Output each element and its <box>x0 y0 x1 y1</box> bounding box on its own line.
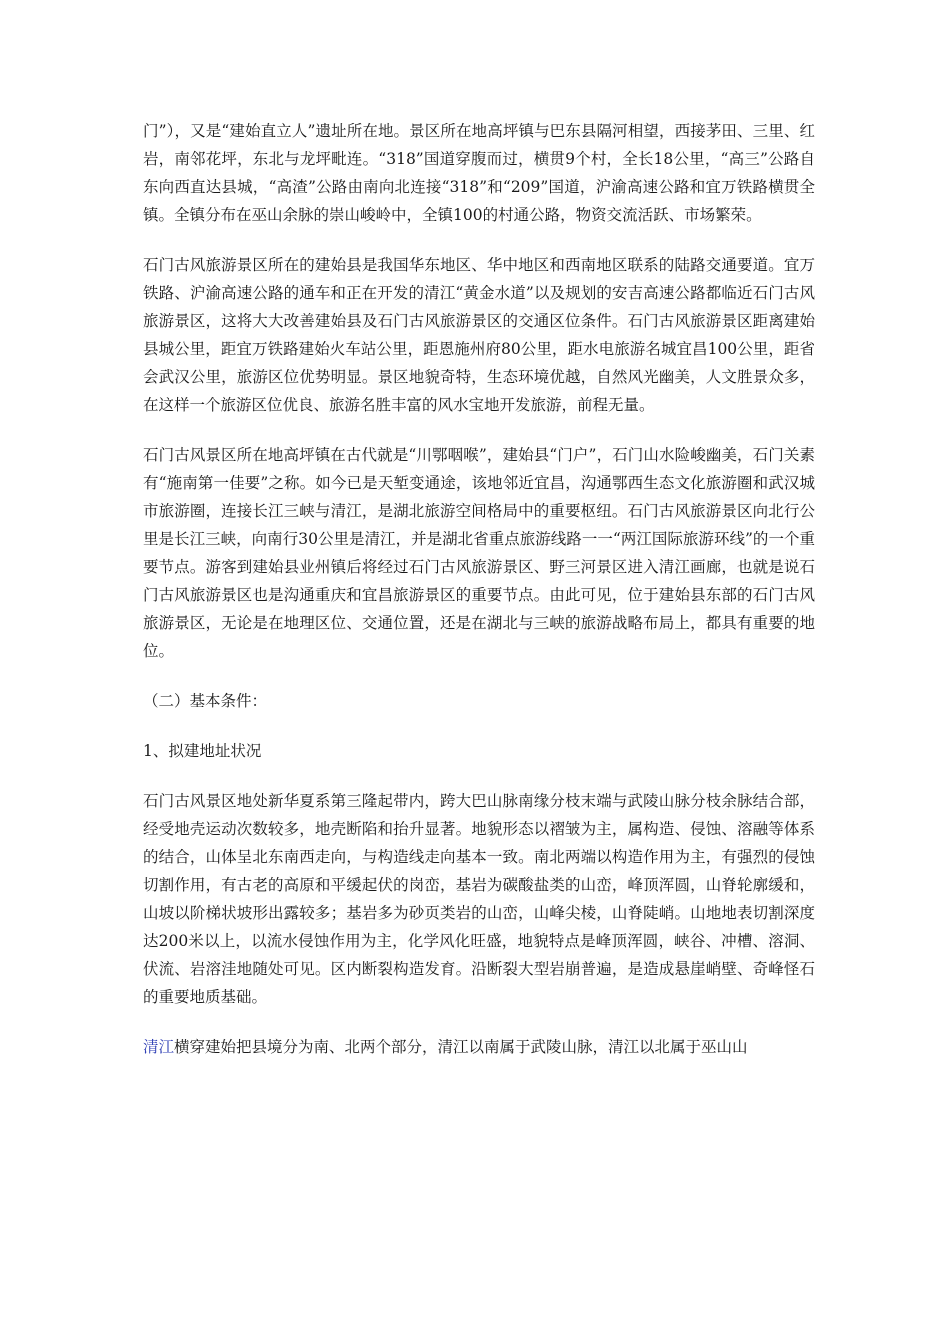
paragraph-qingjiang <box>143 1033 815 1061</box>
qingjiang-link[interactable]: 清江 <box>143 1038 175 1056</box>
document-page <box>143 117 815 1083</box>
section-heading-basic-conditions: （二）基本条件： <box>143 692 268 710</box>
paragraph-location-transport: 门”），又是“建始直立人”遗址所在地。景区所在地高坪镇与巴东县隔河相望，西接茅田、三里、红岩，南邻花坪，东北与龙坪毗连。“318”国道穿腹而过，横贯9个村，全长18公里，“高三”公路自东向西直达县城，“高渣”公路由南向北连接“318”和“209”国道，沪渝高速公路和宜万铁路横贯全镇。全镇分布在巫山余脉的崇山峻岭中，全镇100的村通公路，物资交流活跃、市场繁荣。 <box>143 122 815 224</box>
subsection-heading-site-status: 1、拟建地址状况 <box>143 742 262 760</box>
paragraph-regional-access: 石门古风旅游景区所在的建始县是我国华东地区、华中地区和西南地区联系的陆路交通要道。宜万铁路、沪渝高速公路的通车和正在开发的清江“黄金水道”以及规划的安吉高速公路都临近石门古风旅游景区，这将大大改善建始县及石门古风旅游景区的交通区位条件。石门古风旅游景区距离建始县城公里，距宜万铁路建始火车站公里，距恩施州府80公里，距水电旅游名城宜昌100公里，距省会武汉公里，旅游区位优势明显。景区地貌奇特，生态环境优越，自然风光幽美，人文胜景众多，在这样一个旅游区位优良、旅游名胜丰富的风水宝地开发旅游，前程无量。 <box>143 256 815 414</box>
paragraph-strategic-position: 石门古风景区所在地高坪镇在古代就是“川鄂咽喉”，建始县“门户”，石门山水险峻幽美，石门关素有“施南第一佳要”之称。如今已是天堑变通途，该地邻近宜昌，沟通鄂西生态文化旅游圈和武汉城市旅游圈，连接长江三峡与清江，是湖北旅游空间格局中的重要枢纽。石门古风旅游景区向北行公里是长江三峡，向南行30公里是清江，并是湖北省重点旅游线路一一“两江国际旅游环线”的一个重要节点。游客到建始县业州镇后将经过石门古风旅游景区、野三河景区进入清江画廊，也就是说石门古风旅游景区也是沟通重庆和宜昌旅游景区的重要节点。由此可见，位于建始县东部的石门古风旅游景区，无论是在地理区位、交通位置，还是在湖北与三峡的旅游战略布局上，都具有重要的地位。 <box>143 446 815 660</box>
paragraph-qingjiang-text: 横穿建始把县境分为南、北两个部分，清江以南属于武陵山脉，清江以北属于巫山山 <box>174 1038 748 1056</box>
paragraph-geology: 石门古风景区地处新华夏系第三隆起带内，跨大巴山脉南缘分枝末端与武陵山脉分枝余脉结合部，经受地壳运动次数较多，地壳断陷和抬升显著。地貌形态以褶皱为主，属构造、侵蚀、溶融等体系的结合，山体呈北东南西走向，与构造线走向基本一致。南北两端以构造作用为主，有强烈的侵蚀切割作用，有古老的高原和平缓起伏的岗峦，基岩为碳酸盐类的山峦，峰顶浑圆，山脊轮廓缓和，山坡以阶梯状坡形出露较多；基岩多为砂页类岩的山峦，山峰尖棱，山脊陡峭。山地地表切割深度达200米以上，以流水侵蚀作用为主，化学风化旺盛，地貌特点是峰顶浑圆，峡谷、冲槽、溶洞、伏流、岩溶洼地随处可见。区内断裂构造发育。沿断裂大型岩崩普遍，是造成悬崖峭壁、奇峰怪石的重要地质基础。 <box>143 792 815 1006</box>
